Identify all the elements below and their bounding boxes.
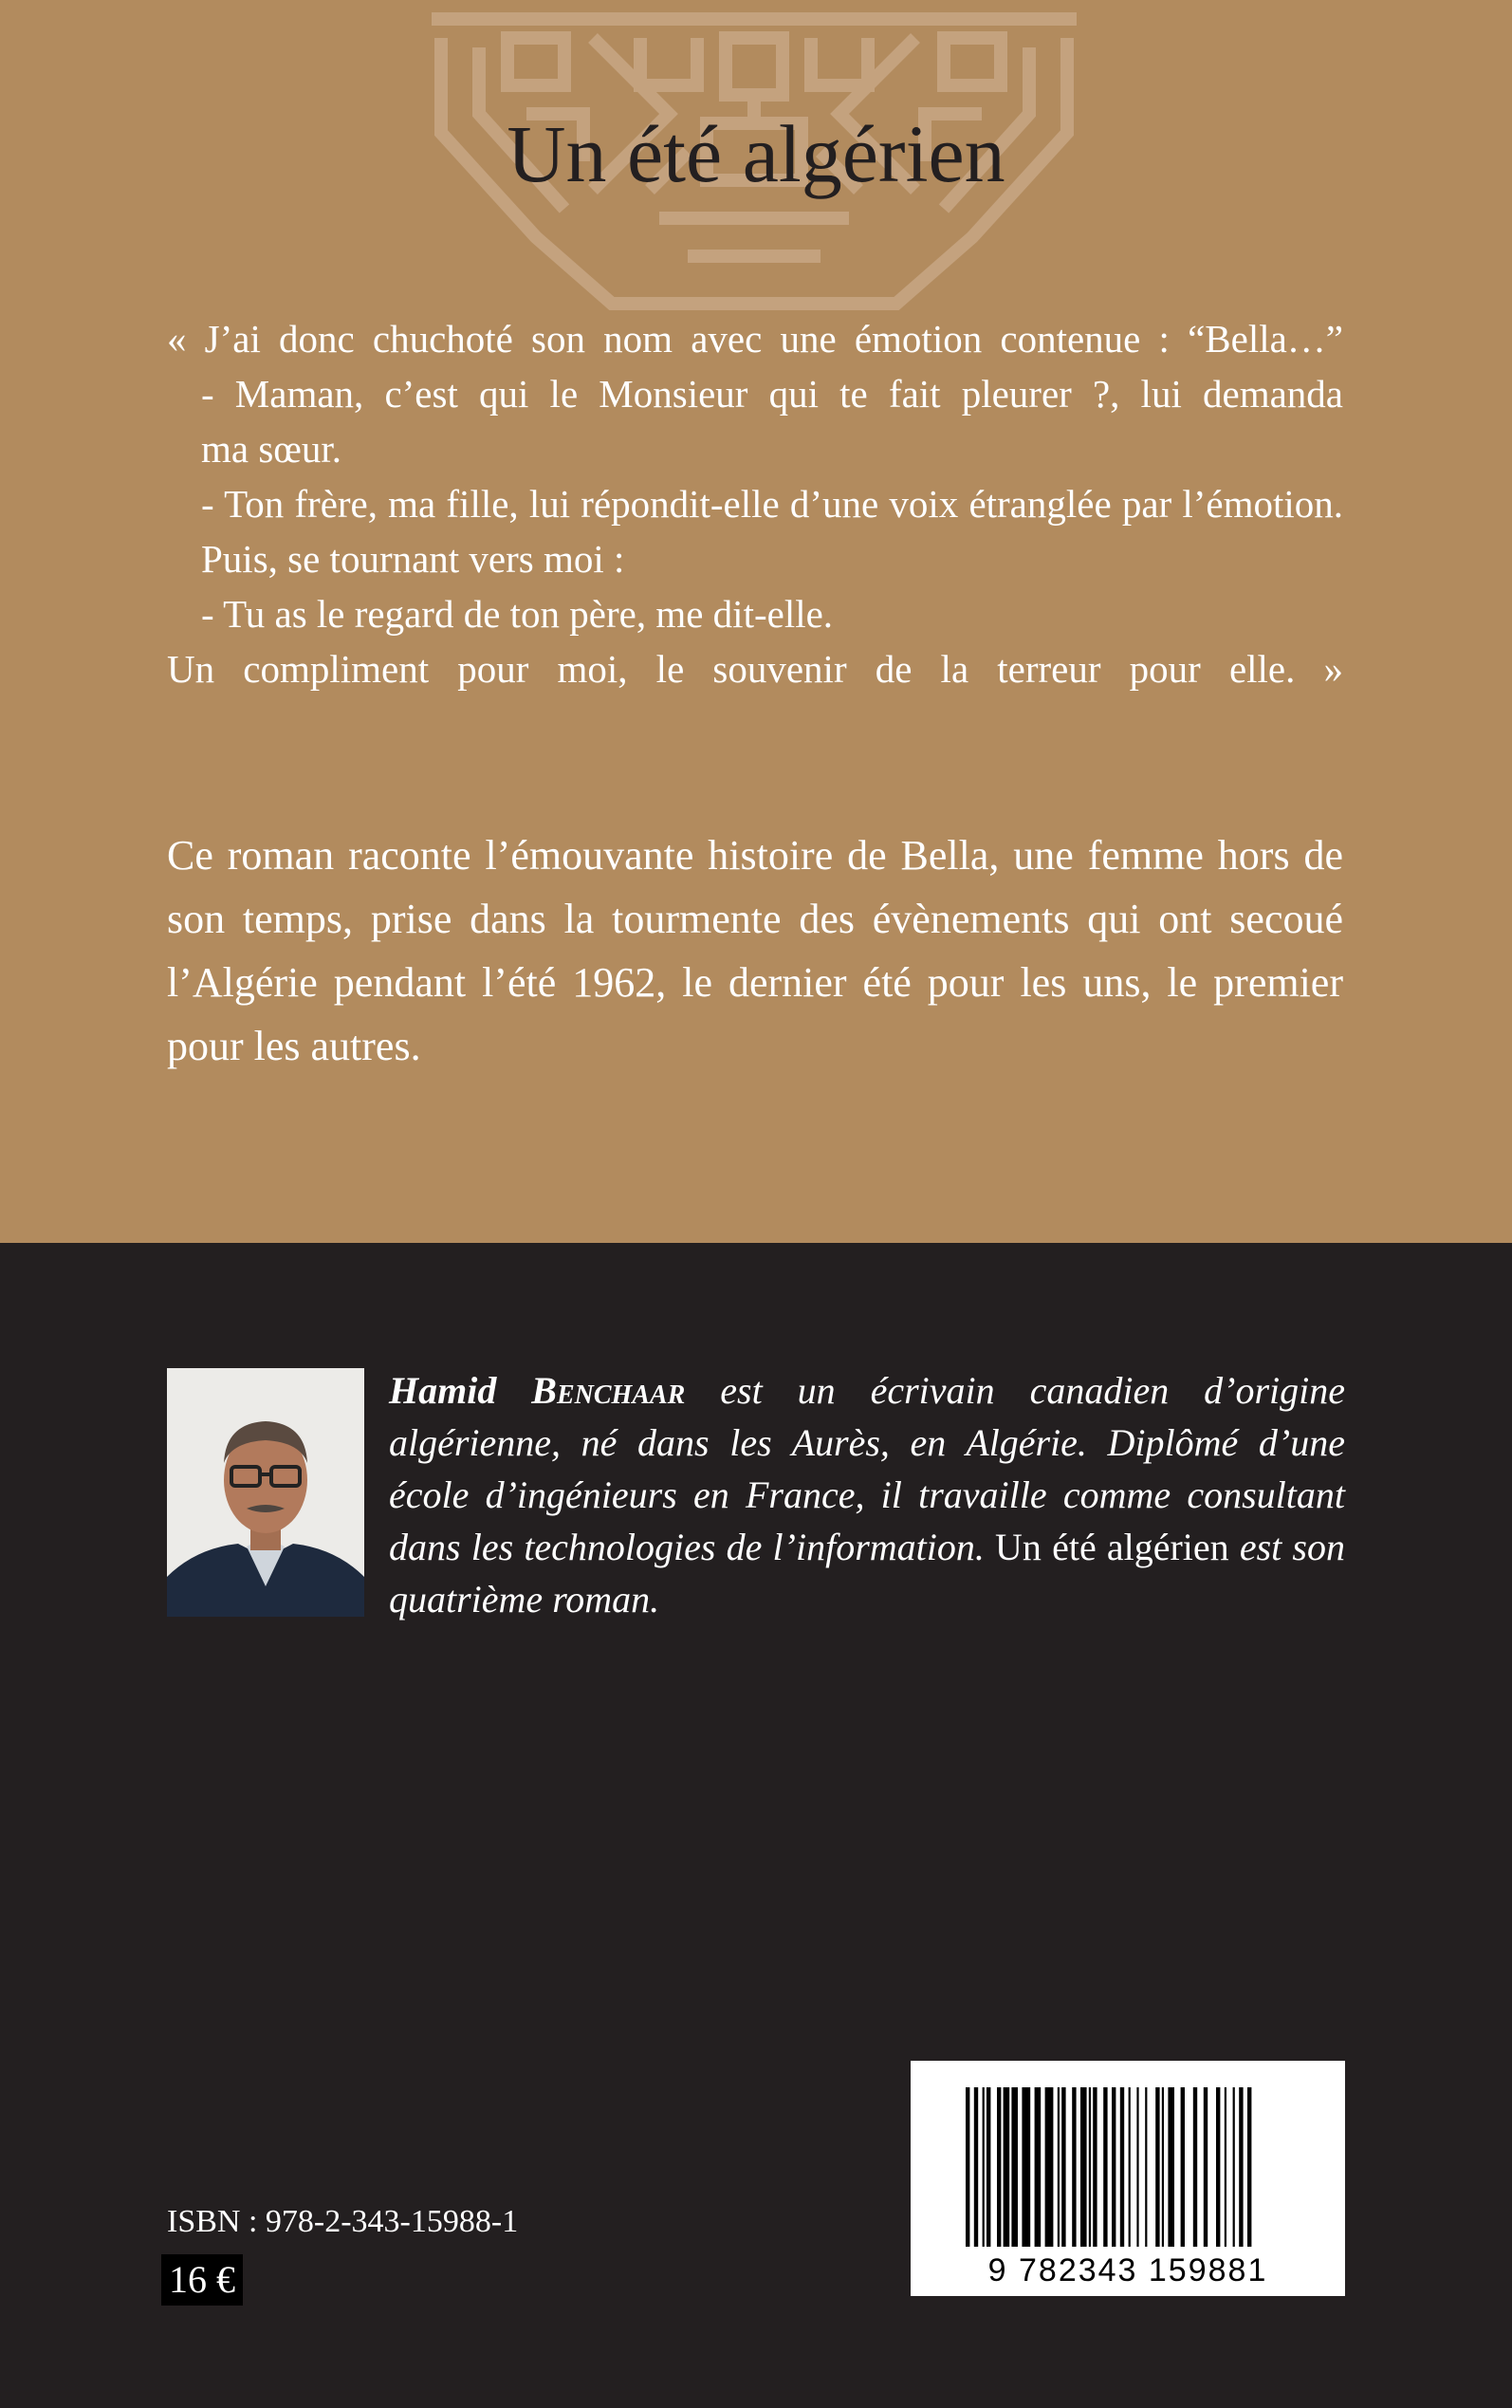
barcode-bar <box>1022 2087 1030 2247</box>
barcode-bar <box>1225 2087 1226 2247</box>
barcode-bar <box>1136 2087 1138 2247</box>
quote-line: « J’ai donc chuchoté son nom avec une émotion contenue : “Bella…” <box>167 317 1343 361</box>
author-first-name: Hamid <box>389 1369 497 1412</box>
barcode-bar <box>997 2087 1001 2247</box>
barcode-bar <box>1058 2087 1060 2247</box>
quote-line: Puis, se tournant vers moi : <box>201 537 625 581</box>
barcode-bar <box>1072 2087 1076 2247</box>
barcode-bar <box>1247 2087 1251 2247</box>
barcode-bar <box>1168 2087 1174 2247</box>
book-title: Un été algérien <box>507 108 1005 199</box>
bio-text: est un écrivain canadien d’origine algérienne, né dans les Aurès, en Algérie. Diplômé d’une école d’ingénieurs en France, il travaille comme consultant dans les technologies de l’information. <box>389 1369 1345 1568</box>
barcode-bar <box>1181 2087 1185 2247</box>
barcode-bar <box>1004 2087 1010 2247</box>
quote-line: Un compliment pour moi, le souvenir de la terreur pour elle. » <box>167 647 1343 691</box>
barcode-bar <box>1093 2087 1097 2247</box>
barcode-bar <box>1233 2087 1235 2247</box>
barcode-bar <box>1080 2087 1087 2247</box>
barcode-bar <box>1061 2087 1065 2247</box>
price-tag: 16 € <box>161 2254 243 2306</box>
barcode-bar <box>1216 2087 1220 2247</box>
barcode-bar <box>1112 2087 1116 2247</box>
barcode-bar <box>1035 2087 1042 2247</box>
isbn-number: ISBN : 978-2-343-15988-1 <box>167 2204 519 2239</box>
barcode-bar <box>1204 2087 1208 2247</box>
barcode-bar <box>1103 2087 1107 2247</box>
bio-book-title: Un été algérien <box>995 1526 1229 1568</box>
quote-line: ma sœur. <box>201 427 342 471</box>
quote-line: - Ton frère, ma fille, lui répondit-elle d’une voix étranglée par l’émotion. <box>201 482 1343 526</box>
barcode-bar <box>1011 2087 1018 2247</box>
barcode-bar <box>1129 2087 1131 2247</box>
author-last-name: Benchaar <box>531 1369 686 1412</box>
barcode-bar <box>986 2087 990 2247</box>
barcode-bar <box>1162 2087 1164 2247</box>
barcode-bar <box>1193 2087 1197 2247</box>
barcode-bar <box>966 2087 969 2247</box>
barcode-bar <box>974 2087 978 2247</box>
quote-line: - Tu as le regard de ton père, me dit-elle. <box>201 592 834 636</box>
barcode-bar <box>1239 2087 1243 2247</box>
barcode-bar <box>983 2087 985 2247</box>
author-photo <box>167 1368 364 1617</box>
barcode-digits: 9 782343 159881 <box>987 2252 1268 2288</box>
barcode-bar <box>1155 2087 1159 2247</box>
book-summary: Ce roman raconte l’émouvante histoire de Bella, une femme hors de son temps, prise dans la tourmente des évènements qui ont secoué l’Algérie pendant l’été 1962, le dernier été pour les uns, le premier pour les autres. <box>167 832 1343 1069</box>
barcode-icon <box>911 2061 1345 2296</box>
barcode-bar <box>1120 2087 1124 2247</box>
barcode-bar <box>1045 2087 1054 2247</box>
barcode-bar <box>1145 2087 1147 2247</box>
author-bio <box>389 1364 1345 1625</box>
quote-line: - Maman, c’est qui le Monsieur qui te fait pleurer ?, lui demanda <box>201 372 1343 416</box>
excerpt-quote <box>167 311 1343 696</box>
barcode-bar <box>1089 2087 1091 2247</box>
author-portrait-icon <box>167 1368 364 1617</box>
barcode <box>911 2061 1345 2296</box>
bio-closing: est son quatrième roman. <box>389 1526 1345 1621</box>
